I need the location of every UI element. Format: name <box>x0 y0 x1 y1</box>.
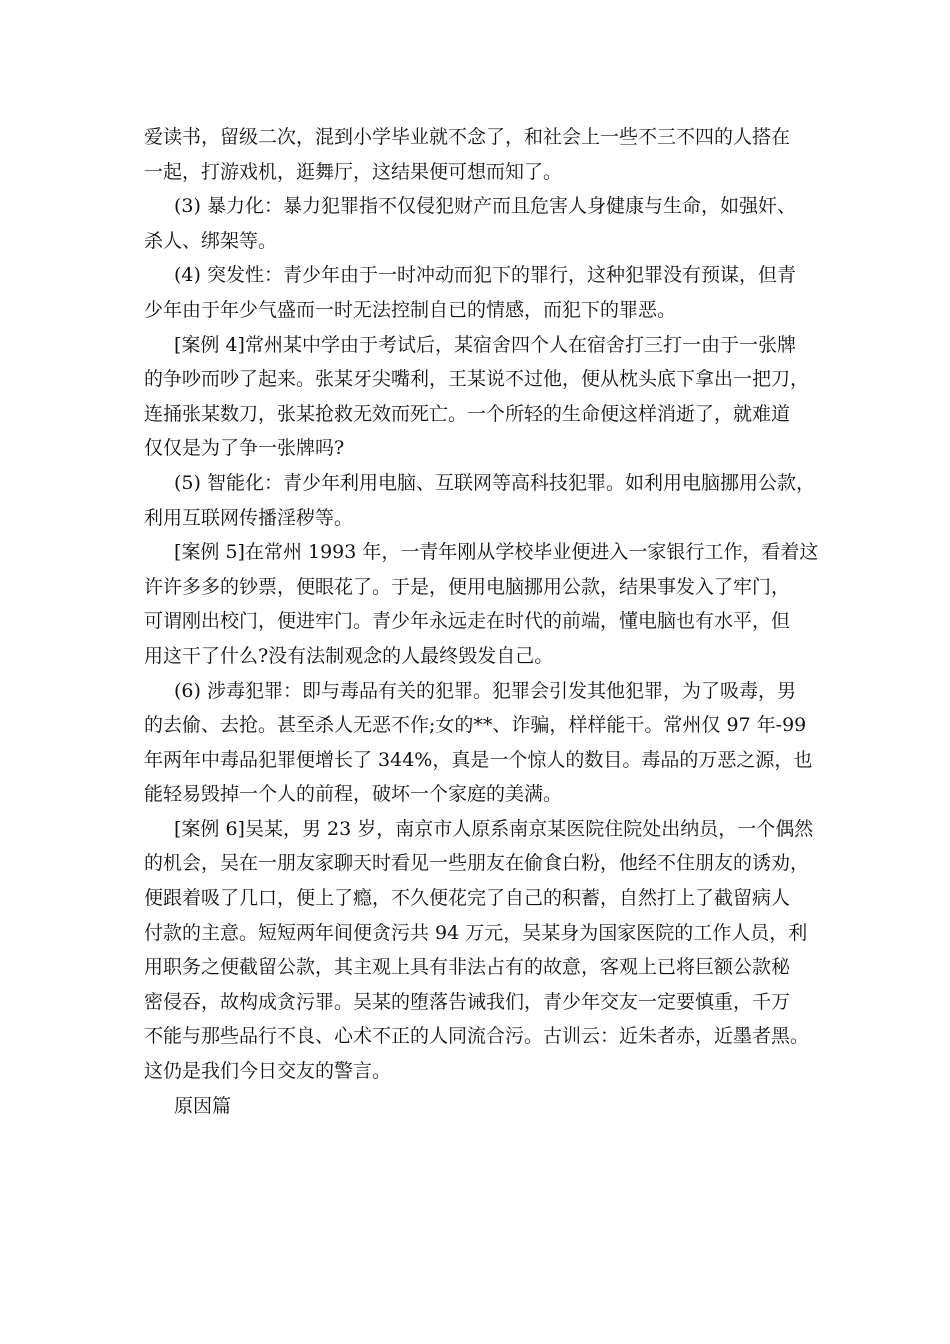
text-line: 连捅张某数刀，张某抢救无效而死亡。一个所轻的生命便这样消逝了，就难道 <box>144 402 791 425</box>
list-item-intelligence: (5) 智能化：青少年利用电脑、互联网等高科技犯罪。如利用电脑挪用公款， <box>174 471 815 494</box>
text-line: 便跟着吸了几口，便上了瘾，不久便花完了自己的积蓄，自然打上了截留病人 <box>144 887 791 910</box>
text-line: 年两年中毒品犯罪便增长了 344%，真是一个惊人的数目。毒品的万恶之源，也 <box>144 748 813 771</box>
case-5-paragraph: [案例 5]在常州 1993 年，一青年刚从学校毕业便进入一家银行工作，看着这 <box>174 541 819 564</box>
text-line: 许许多多的钞票，便眼花了。于是，便用电脑挪用公款，结果事发入了牢门， <box>144 575 791 598</box>
text-line: 少年由于年少气盛而一时无法控制自已的情感，而犯下的罪恶。 <box>144 298 677 321</box>
list-item-violence: (3) 暴力化：暴力犯罪指不仅侵犯财产而且危害人身健康与生命，如强奸、 <box>174 195 796 218</box>
text-line: 的去偷、去抢。甚至杀人无恶不作;女的**、诈骗，样样能干。常州仅 97 年-99 <box>144 714 807 737</box>
text-line: 能轻易毁掉一个人的前程，破坏一个家庭的美满。 <box>144 783 563 806</box>
text-line: 仅仅是为了争一张牌吗? <box>144 437 345 460</box>
text-line: 不能与那些品行不良、心术不正的人同流合污。古训云：近朱者赤，近墨者黑。 <box>144 1025 810 1048</box>
list-item-drugs: (6) 涉毒犯罪：即与毒品有关的犯罪。犯罪会引发其他犯罪，为了吸毒，男 <box>174 679 796 702</box>
text-line: 密侵吞，故构成贪污罪。吴某的堕落告诫我们，青少年交友一定要慎重，千万 <box>144 990 791 1013</box>
text-line: 爱读书，留级二次，混到小学毕业就不念了，和社会上一些不三不四的人搭在 <box>144 126 791 148</box>
text-line: 这仍是我们今日交友的警言。 <box>144 1060 392 1083</box>
section-heading-causes: 原因篇 <box>174 1094 232 1117</box>
text-line: 一起，打游戏机，逛舞厅，这结果便可想而知了。 <box>144 160 563 183</box>
text-line: 付款的主意。短短两年间便贪污共 94 万元，吴某身为国家医院的工作人员，利 <box>144 921 808 944</box>
case-4-paragraph: [案例 4]常州某中学由于考试后，某宿舍四个人在宿舍打三打一由于一张牌 <box>174 333 796 356</box>
text-line: 利用互联网传播淫秽等。 <box>144 506 354 529</box>
text-line: 用职务之便截留公款，其主观上具有非法占有的故意，客观上已将巨额公款秘 <box>144 956 791 979</box>
text-line: 可谓刚出校门，便进牢门。青少年永远走在时代的前端，懂电脑也有水平，但 <box>144 610 791 633</box>
case-6-paragraph: [案例 6]吴某，男 23 岁，南京市人原系南京某医院住院处出纳员，一个偶然 <box>174 817 814 840</box>
text-line: 用这干了什么?没有法制观念的人最终毁发自己。 <box>144 644 554 667</box>
list-item-suddenness: (4) 突发性：青少年由于一时冲动而犯下的罪行，这种犯罪没有预谋，但青 <box>174 264 796 287</box>
body-text <box>144 120 824 1123</box>
text-line: 的争吵而吵了起来。张某牙尖嘴利，王某说不过他，便从枕头底下拿出一把刀， <box>144 368 810 391</box>
text-line: 的机会，吴在一朋友家聊天时看见一些朋友在偷食白粉，他经不住朋友的诱劝， <box>144 852 810 875</box>
text-line: 杀人、绑架等。 <box>144 229 278 252</box>
